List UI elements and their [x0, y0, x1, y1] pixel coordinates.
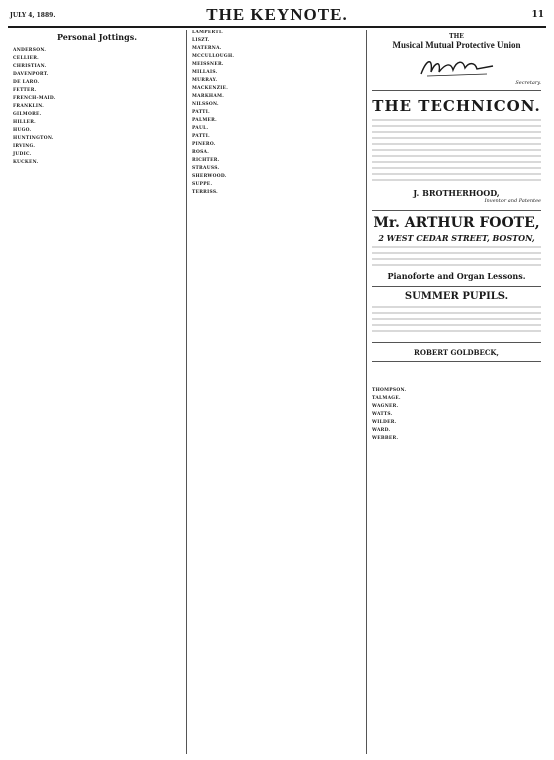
text-block	[372, 306, 541, 336]
news-items-list	[192, 30, 361, 196]
news-paragraph	[13, 120, 181, 126]
news-paragraph	[13, 96, 181, 102]
personal-jottings-list	[13, 48, 181, 166]
paragraph-lead: ANDERSON.	[13, 48, 47, 53]
paragraph-lead: STRAUSS.	[192, 166, 220, 171]
news-paragraph	[192, 110, 361, 116]
paragraph-lead: WAGNER.	[372, 404, 399, 409]
paragraph-lead: GILMORE.	[13, 112, 42, 117]
news-paragraph	[372, 396, 541, 402]
column-3-news	[372, 388, 541, 754]
news-paragraph	[372, 388, 541, 394]
news-paragraph	[192, 182, 361, 188]
column-1-news	[13, 48, 181, 754]
news-paragraph	[192, 158, 361, 164]
paragraph-lead: HUNTINGTON.	[13, 136, 54, 141]
foote-address: 2 WEST CEDAR STREET, BOSTON,	[378, 233, 535, 243]
brotherhood-address	[372, 206, 541, 211]
union-advertisement	[372, 30, 541, 91]
union-tag: THE	[449, 33, 464, 40]
paragraph-lead: KUCKEN.	[13, 160, 39, 165]
paragraph-lead: CELLIER.	[13, 56, 39, 61]
paragraph-lead: MURRAY.	[192, 78, 218, 83]
technicon-testimonial	[372, 119, 541, 185]
card-name: ROBERT GOLDBECK,	[414, 348, 499, 357]
column-1	[8, 30, 186, 754]
news-paragraph	[372, 420, 541, 426]
news-paragraph	[192, 86, 361, 92]
paragraph-lead: IRVING.	[13, 144, 36, 149]
column-2-news	[192, 30, 361, 754]
news-paragraph	[13, 72, 181, 78]
news-paragraph	[372, 404, 541, 410]
text-block	[372, 246, 541, 268]
news-paragraph	[192, 126, 361, 132]
paragraph-lead: MARKHAM.	[192, 94, 225, 99]
news-paragraph	[192, 174, 361, 180]
news-paragraph	[192, 142, 361, 148]
paragraph-lead: FRANKLIN.	[13, 104, 45, 109]
news-paragraph	[192, 94, 361, 100]
news-paragraph	[13, 64, 181, 70]
paragraph-lead: LAMPERTI.	[192, 30, 224, 35]
news-paragraph	[372, 428, 541, 434]
paragraph-lead: RICHTER.	[192, 158, 220, 163]
brotherhood-role: Inventor and Patentee	[484, 198, 541, 204]
paragraph-lead: HILLER.	[13, 120, 37, 125]
paragraph-lead: LISZT.	[192, 38, 210, 43]
news-paragraph	[192, 46, 361, 52]
paragraph-lead: NILSSON.	[192, 102, 219, 107]
paragraph-lead: TERRISS.	[192, 190, 218, 195]
union-name: Musical Mutual Protective Union	[392, 40, 521, 50]
brotherhood-name: J. BROTHERHOOD,	[413, 188, 500, 198]
paragraph-lead: THOMPSON.	[372, 388, 407, 393]
masthead	[8, 4, 546, 28]
paragraph-lead: JUDIC.	[13, 152, 32, 157]
foote-details	[372, 246, 541, 268]
technicon-heading: THE TECHNICON.	[372, 97, 541, 115]
page-number: 11	[531, 10, 544, 20]
news-paragraph	[13, 160, 181, 166]
news-paragraph	[13, 136, 181, 142]
news-paragraph	[192, 166, 361, 172]
news-paragraph	[13, 144, 181, 150]
news-paragraph	[13, 48, 181, 54]
issue-date: JULY 4, 1889.	[10, 12, 56, 19]
news-paragraph	[192, 54, 361, 60]
paragraph-lead: WILDER.	[372, 420, 397, 425]
news-paragraph	[13, 56, 181, 62]
secretary-signature	[417, 54, 497, 80]
columns	[8, 30, 546, 754]
signature-icon	[417, 54, 497, 80]
paragraph-lead: WEBBER.	[372, 436, 399, 441]
paragraph-lead: PINERO.	[192, 142, 216, 147]
summer-pupils-heading: SUMMER PUPILS.	[404, 291, 509, 302]
news-items-list	[372, 388, 541, 442]
paragraph-lead: FRENCH-MAID.	[13, 96, 56, 101]
news-paragraph	[192, 30, 361, 36]
paragraph-lead: HUGO.	[13, 128, 32, 133]
paragraph-lead: CHRISTIAN.	[13, 64, 47, 69]
news-paragraph	[372, 436, 541, 442]
news-paragraph	[13, 88, 181, 94]
news-paragraph	[13, 80, 181, 86]
goldbeck-card	[372, 346, 541, 362]
text-block	[372, 119, 541, 185]
news-paragraph	[192, 62, 361, 68]
news-paragraph	[192, 150, 361, 156]
paragraph-lead: WARD.	[372, 428, 391, 433]
column-2	[186, 30, 366, 754]
news-paragraph	[192, 102, 361, 108]
news-paragraph	[192, 134, 361, 140]
paragraph-lead: PAUL.	[192, 126, 209, 131]
news-paragraph	[192, 190, 361, 196]
paragraph-lead: DE LARO.	[13, 80, 40, 85]
paragraph-lead: MATERNA.	[192, 46, 222, 51]
section-title: Personal Jottings.	[56, 32, 138, 42]
summer-pupils-body	[372, 306, 541, 336]
paragraph-lead: TALMAGE.	[372, 396, 401, 401]
paragraph-lead: PALMER.	[192, 118, 217, 123]
secretary-role: Secretary.	[515, 80, 541, 86]
news-paragraph	[13, 152, 181, 158]
paragraph-lead: MCCULLOUGH.	[192, 54, 235, 59]
column-3	[366, 30, 546, 754]
paragraph-lead: DAVENPORT.	[13, 72, 49, 77]
news-paragraph	[192, 78, 361, 84]
news-paragraph	[13, 112, 181, 118]
paragraph-lead: ROSA.	[192, 150, 210, 155]
paragraph-lead: MEISSNER.	[192, 62, 224, 67]
paragraph-lead: PATTI.	[192, 110, 210, 115]
paragraph-lead: WATTS.	[372, 412, 393, 417]
paragraph-lead: SUPPE.	[192, 182, 213, 187]
paragraph-lead: PATTI.	[192, 134, 210, 139]
paragraph-lead: FETTER.	[13, 88, 37, 93]
summer-address	[372, 339, 541, 343]
news-paragraph	[192, 118, 361, 124]
paragraph-lead: MACKENZIE.	[192, 86, 229, 91]
paragraph-lead: SHERWOOD.	[192, 174, 227, 179]
news-paragraph	[372, 412, 541, 418]
news-paragraph	[192, 70, 361, 76]
news-paragraph	[192, 38, 361, 44]
news-paragraph	[13, 128, 181, 134]
foote-tagline: Pianoforte and Organ Lessons.	[372, 271, 541, 287]
foote-name: Mr. ARTHUR FOOTE,	[373, 215, 540, 231]
news-paragraph	[13, 104, 181, 110]
paragraph-lead: MILLAIS.	[192, 70, 218, 75]
newspaper-title: THE KEYNOTE.	[206, 5, 348, 24]
